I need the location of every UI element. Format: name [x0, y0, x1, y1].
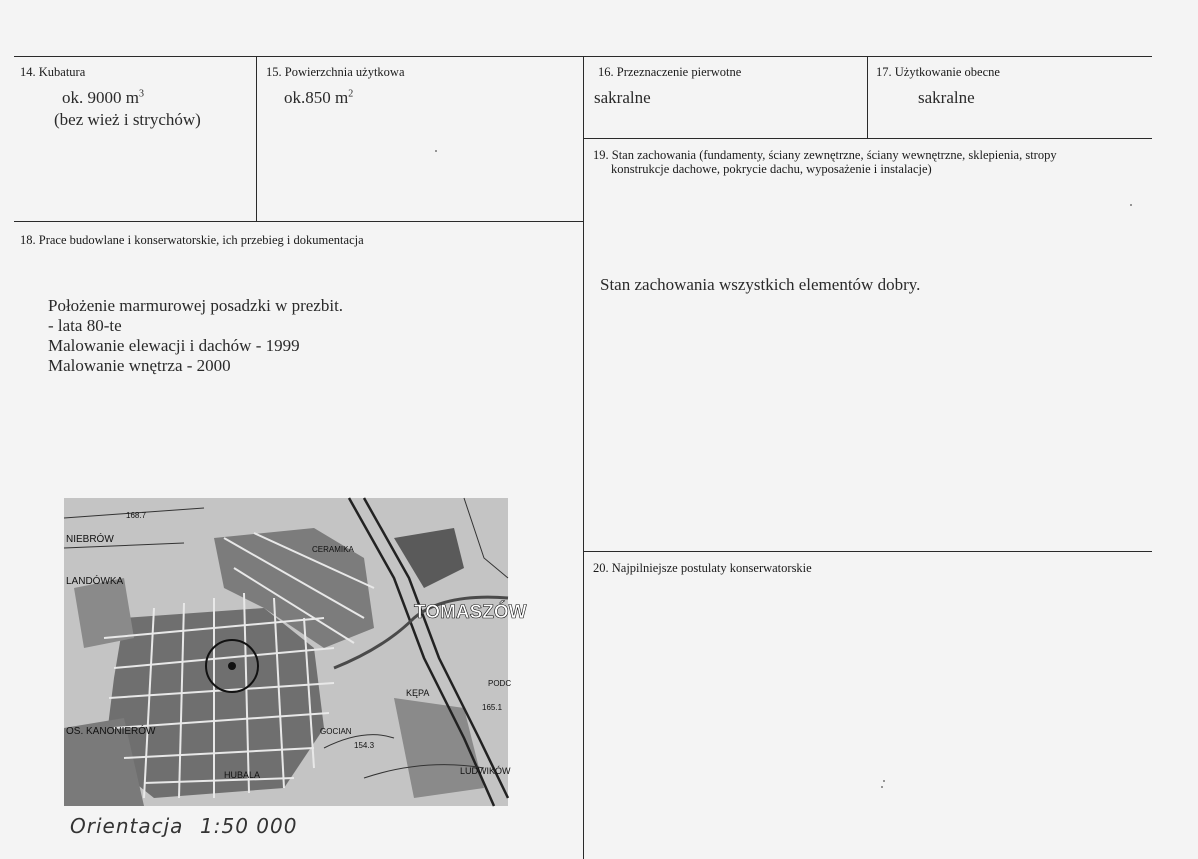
field-19-label — [593, 148, 1057, 176]
map-label-tomaszow: TOMASZÓW — [414, 602, 527, 623]
map-label-elevation: 154.3 — [354, 741, 375, 750]
field-19-value: Stan zachowania wszystkich elementów dobry. — [600, 275, 921, 294]
map-label-hubala: HUBALA — [224, 770, 261, 780]
field-18-works-list — [48, 296, 343, 376]
scan-speck — [1130, 204, 1132, 206]
map-label-kepa: KĘPA — [406, 688, 430, 698]
field-15-value — [284, 88, 353, 108]
field-18-line: - lata 80-te — [48, 316, 122, 335]
orientation-map-graphic — [64, 498, 527, 806]
field-14-value — [62, 88, 144, 108]
field-18-line: Malowanie elewacji i dachów - 1999 — [48, 336, 300, 355]
field-19-label-line1: 19. Stan zachowania (fundamenty, ściany zewnętrzne, ściany wewnętrzne, sklepienia, stropy — [593, 148, 1057, 162]
field-15-value-main: ok.850 m — [284, 88, 349, 107]
map-label-elevation: 168.7 — [126, 511, 147, 520]
field-16-value: sakralne — [594, 88, 651, 107]
field-15-value-unit-exp: 2 — [348, 88, 354, 100]
handwritten-orientation: Orientacja — [70, 814, 184, 838]
rule-under-16-17 — [583, 138, 1152, 139]
field-19-label-line2: konstrukcje dachowe, pokrycie dachu, wyposażenie i instalacje) — [611, 162, 932, 176]
scan-speck — [881, 786, 883, 788]
field-18-label: 18. Prace budowlane i konserwatorskie, ich przebieg i dokumentacja — [20, 233, 364, 247]
map-label-elevation: 165.1 — [482, 703, 503, 712]
center-divider — [583, 56, 584, 859]
scan-speck — [883, 780, 885, 782]
field-20-label: 20. Najpilniejsze postulaty konserwatorskie — [593, 561, 812, 575]
map-label-ludwikow: LUDWIKÓW — [460, 766, 511, 776]
field-14-note: (bez wież i strychów) — [54, 110, 201, 129]
field-17-value: sakralne — [918, 88, 975, 107]
field-15-label: 15. Powierzchnia użytkowa — [266, 65, 405, 79]
field-18-line: Położenie marmurowej posadzki w prezbit. — [48, 296, 344, 315]
scan-speck — [435, 150, 437, 152]
map-label-kanonierow: OS. KANONIERÓW — [66, 726, 156, 737]
map-label-ceramika: CERAMIKA — [312, 545, 354, 554]
field-18-line: Malowanie wnętrza - 2000 — [48, 356, 231, 375]
divider-16-17 — [867, 56, 868, 138]
handwritten-scale: 1:50 000 — [200, 814, 298, 838]
map-label-landowka: LANDÓWKA — [66, 576, 124, 587]
map-label-niebrow: NIEBRÓW — [66, 534, 114, 545]
field-17-label: 17. Użytkowanie obecne — [876, 65, 1000, 79]
rule-under-14-15 — [14, 221, 583, 222]
field-14-value-unit-exp: 3 — [138, 88, 144, 100]
field-16-label: 16. Przeznaczenie pierwotne — [598, 65, 742, 79]
map-label-gocian: GOCIAN — [320, 727, 352, 736]
rule-above-20 — [583, 551, 1152, 552]
divider-14-15 — [256, 56, 257, 221]
field-14-label: 14. Kubatura — [20, 65, 86, 79]
field-14-value-main: ok. 9000 m — [62, 88, 139, 107]
map-label-podc: PODC — [488, 679, 512, 688]
orientation-map — [64, 498, 527, 806]
